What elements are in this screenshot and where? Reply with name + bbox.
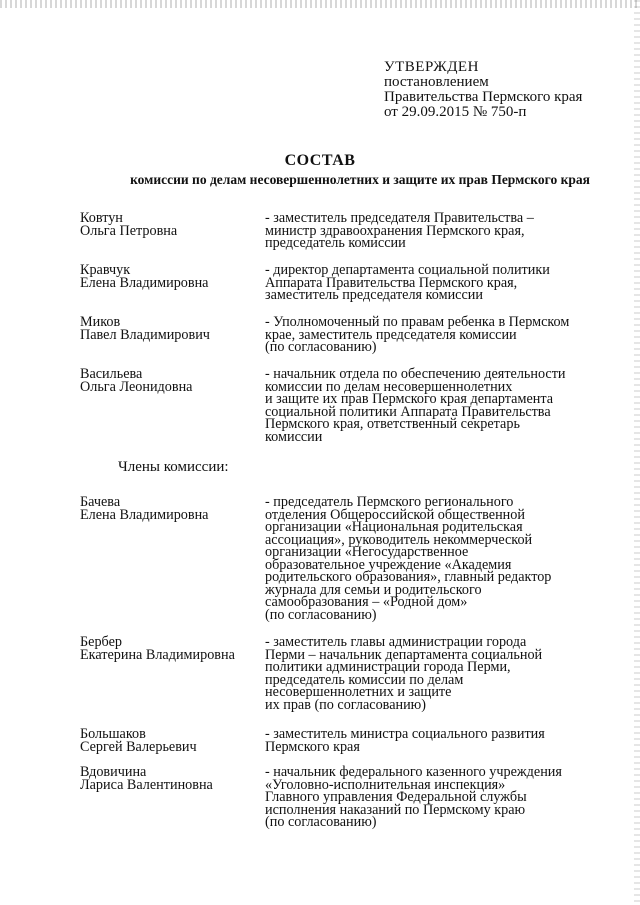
member-surname: Миков	[80, 314, 121, 330]
role-line: политики администрации города Перми,	[265, 659, 511, 675]
approval-line: постановлением	[384, 74, 489, 90]
member-role	[265, 368, 610, 443]
role-line: - директор департамента социальной политики	[265, 262, 550, 278]
members-heading: Члены комиссии:	[118, 459, 229, 475]
member-role	[265, 728, 610, 753]
role-line: и защите их прав Пермского края департамента	[265, 391, 554, 407]
role-line: - заместитель главы администрации города	[265, 634, 527, 650]
role-line: Перми – начальник департамента социальной	[265, 646, 543, 663]
role-line: ассоциация», руководитель некоммерческой	[265, 531, 533, 548]
role-line: родительского образования», главный редактор	[265, 569, 552, 585]
role-line: образовательное учреждение «Академия	[265, 556, 512, 573]
role-line: - начальник отдела по обеспечению деятельности	[265, 366, 566, 382]
role-line: несовершеннолетних и защите	[265, 684, 452, 700]
member-name	[80, 212, 260, 237]
member-given-name: Ольга Петровна	[80, 222, 178, 239]
role-line: - заместитель председателя Правительства –	[265, 210, 534, 226]
member-role	[265, 636, 610, 711]
member-surname: Кравчук	[80, 262, 131, 278]
role-line: Аппарата Правительства Пермского края,	[265, 274, 518, 291]
role-line: организации «Национальная родительская	[265, 519, 523, 535]
role-line: социальной политики Аппарата Правительства	[265, 403, 551, 420]
member-surname: Вдовичина	[80, 764, 147, 780]
member-role	[265, 316, 610, 354]
member-given-name: Екатерина Владимировна	[80, 646, 235, 663]
role-line: Главного управления Федеральной службы	[265, 789, 527, 805]
role-line: Пермского края, ответственный секретарь	[265, 416, 520, 432]
role-line: - Уполномоченный по правам ребенка в Пермском	[265, 314, 570, 330]
role-line: их прав (по согласованию)	[265, 696, 426, 713]
member-name	[80, 264, 260, 289]
approval-stamp	[384, 60, 624, 120]
role-line: заместитель председателя комиссии	[265, 287, 483, 303]
member-surname: Ковтун	[80, 210, 123, 226]
member-role	[265, 264, 610, 302]
approval-line: от 29.09.2015 № 750-п	[384, 104, 527, 120]
member-given-name: Елена Владимировна	[80, 274, 209, 291]
role-line: «Уголовно-исполнительная инспекция»	[265, 776, 506, 793]
member-name	[80, 316, 260, 341]
member-name	[80, 636, 260, 661]
member-name	[80, 728, 260, 753]
role-line: отделения Общероссийской общественной	[265, 506, 525, 523]
member-given-name: Сергей Валерьевич	[80, 738, 197, 755]
scan-artifact-top	[0, 0, 640, 8]
role-line: самообразования – «Родной дом»	[265, 594, 468, 610]
approval-line: Правительства Пермского края	[384, 89, 583, 105]
member-role	[265, 496, 610, 621]
role-line: - заместитель министра социального развития	[265, 726, 545, 742]
member-surname: Бербер	[80, 634, 122, 650]
member-name	[80, 766, 260, 791]
role-line: журнала для семьи и родительского	[265, 581, 482, 598]
role-line: (по согласованию)	[265, 339, 377, 355]
member-surname: Бачева	[80, 494, 121, 510]
member-role	[265, 212, 610, 250]
role-line: организации «Негосударственное	[265, 544, 469, 560]
role-line: министр здравоохранения Пермского края,	[265, 222, 525, 239]
member-given-name: Елена Владимировна	[80, 506, 209, 523]
role-line: председатель комиссии по делам	[265, 671, 464, 688]
member-given-name: Лариса Валентиновна	[80, 776, 213, 793]
document-title: СОСТАВ	[284, 152, 356, 169]
approval-line: УТВЕРЖДЕН	[384, 59, 479, 75]
role-line: комиссии по делам несовершеннолетних	[265, 378, 513, 395]
role-line: председатель комиссии	[265, 235, 406, 251]
role-line: - председатель Пермского регионального	[265, 494, 514, 510]
member-role	[265, 766, 610, 829]
member-surname: Васильева	[80, 366, 143, 382]
member-given-name: Ольга Леонидовна	[80, 378, 193, 395]
member-name	[80, 368, 260, 393]
role-line: (по согласованию)	[265, 814, 377, 830]
role-line: крае, заместитель председателя комиссии	[265, 326, 517, 343]
scan-artifact-right	[634, 0, 640, 905]
role-line: (по согласованию)	[265, 606, 377, 623]
role-line: Пермского края	[265, 738, 360, 755]
member-surname: Большаков	[80, 726, 146, 742]
role-line: комиссии	[265, 428, 323, 445]
role-line: исполнения наказаний по Пермскому краю	[265, 801, 526, 818]
member-name	[80, 496, 260, 521]
member-given-name: Павел Владимирович	[80, 326, 210, 343]
document-subtitle: комиссии по делам несовершеннолетних и защите их прав Пермского края	[130, 172, 590, 187]
role-line: - начальник федерального казенного учреждения	[265, 764, 562, 780]
